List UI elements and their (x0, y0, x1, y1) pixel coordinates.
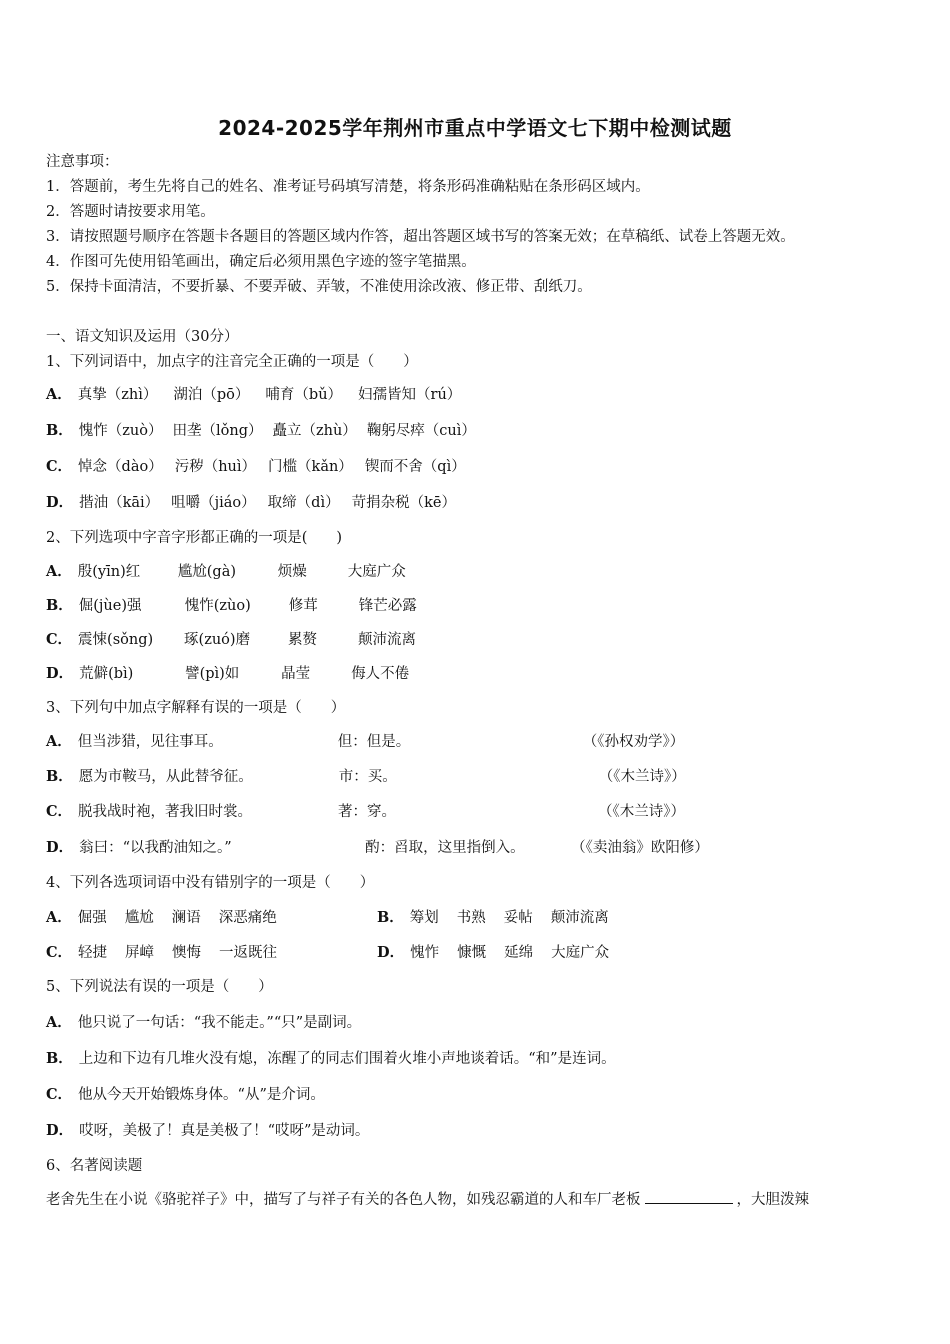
q2-stem: 2、下列选项中字音字形都正确的一项是( ) (46, 530, 343, 546)
option-label: A． (46, 909, 72, 926)
option-word: 真挚（zhì） (77, 387, 158, 403)
option-word: 妇孺皆知（rú） (358, 387, 462, 403)
option-word: 愧怍（zuò） (78, 423, 163, 439)
q2-option-c (46, 630, 416, 650)
option-label: B． (46, 1050, 73, 1067)
section-heading: 一、语文知识及运用（30分） (46, 329, 239, 345)
option-word: 累赘 (288, 632, 318, 648)
option-word: 锲而不舍（qì） (364, 459, 466, 475)
option-word: 屏嶂 (125, 945, 155, 961)
notice-item-3: 3．请按照题号顺序在答题卡各题目的答题区域内作答，超出答题区域书写的答案无效；在草稿纸、试卷上答题无效。 (46, 229, 795, 245)
option-label: B． (46, 768, 73, 785)
q2-option-b (46, 596, 417, 616)
option-word: 愧怍 (410, 945, 440, 961)
option-explanation: 市：买。 (338, 769, 397, 785)
option-word: 延绵 (504, 945, 534, 961)
q4-row-cd (46, 943, 609, 963)
option-word: 湖泊（pō） (173, 387, 250, 403)
option-word: 尴尬 (124, 910, 154, 926)
notice-item-4: 4．作图可先使用铅笔画出，确定后必须用黑色字迹的签字笔描黑。 (46, 254, 476, 270)
q6-text (46, 1189, 809, 1210)
q1-stem: 1、下列词语中，加点字的注音完全正确的一项是（ ） (46, 354, 418, 370)
q3-option-d (46, 838, 709, 858)
q1-option-c (46, 457, 466, 477)
q3-option-a (46, 732, 684, 752)
option-sentence: 上边和下边有几堆火没有熄，冻醒了的同志们围着火堆小声地谈着话。“和”是连词。 (78, 1051, 616, 1067)
option-label: C． (46, 458, 73, 475)
option-explanation: 酌：舀取，这里指倒入。 (365, 840, 525, 856)
option-word: 取缔（dì） (267, 495, 340, 511)
option-word: 门槛（kǎn） (268, 459, 353, 475)
q2-option-a (46, 562, 406, 582)
option-sentence: 他只说了一句话：“我不能走。”“只”是副词。 (77, 1015, 362, 1031)
option-word: 荒僻(bì) (79, 666, 134, 682)
option-source: （《木兰诗》） (598, 804, 686, 820)
option-label: C． (46, 631, 73, 648)
option-sentence: 愿为市鞍马，从此替爷征。 (78, 769, 253, 785)
notice-item-1: 1．答题前，考生先将自己的姓名、准考证号码填写清楚，将条形码准确粘贴在条形码区域内。 (46, 179, 650, 195)
option-word: 大庭广众 (347, 564, 406, 580)
option-label: B． (377, 909, 404, 926)
option-label: C． (46, 944, 73, 961)
option-label: B． (46, 422, 73, 439)
option-source: （《孙权劝学》） (582, 734, 685, 750)
answer-blank[interactable] (645, 1189, 733, 1204)
option-word: 侮人不倦 (351, 666, 410, 682)
option-label: C． (46, 803, 73, 820)
q5-option-b (46, 1049, 616, 1069)
option-word: 揩油（kāi） (79, 495, 160, 511)
q5-option-c (46, 1085, 325, 1105)
option-word: 哺育（bǔ） (265, 387, 343, 403)
option-word: 愧怍(zùo) (184, 598, 251, 614)
option-sentence: 翁曰：“以我酌油知之。” (79, 840, 232, 856)
option-word: 妥帖 (503, 910, 533, 926)
q5-stem: 5、下列说法有误的一项是（ ） (46, 979, 273, 995)
q1-option-a (46, 385, 461, 405)
option-word: 鞠躬尽瘁（cuì） (366, 423, 476, 439)
option-label: D． (46, 1122, 74, 1139)
q1-option-b (46, 421, 476, 441)
option-word: 懊悔 (172, 945, 202, 961)
q3-option-b (46, 767, 686, 787)
option-label: A． (46, 563, 72, 580)
option-word: 譬(pì)如 (185, 666, 240, 682)
q5-option-d (46, 1121, 369, 1141)
q6-text-after: ，大胆泼辣 (736, 1192, 809, 1208)
option-word: 修茸 (288, 598, 318, 614)
option-word: 轻捷 (78, 945, 108, 961)
q2-option-d (46, 664, 409, 684)
option-word: 澜语 (171, 910, 201, 926)
option-label: D． (46, 839, 74, 856)
q3-stem: 3、下列句中加点字解释有误的一项是（ ） (46, 700, 346, 716)
q6-text-before: 老舍先生在小说《骆驼祥子》中，描写了与祥子有关的各色人物，如残忍霸道的人和车厂老板 (46, 1192, 641, 1208)
q5-option-a (46, 1013, 361, 1033)
option-label: D． (46, 665, 74, 682)
q3-option-c (46, 802, 685, 822)
option-word: 咀嚼（jiáo） (171, 495, 256, 511)
q1-option-d (46, 493, 456, 513)
option-word: 矗立（zhù） (272, 423, 357, 439)
option-word: 倔强 (77, 910, 107, 926)
notice-item-5: 5．保持卡面清洁，不要折暴、不要弄破、弄皱，不准使用涂改液、修正带、刮纸刀。 (46, 279, 592, 295)
option-sentence: 脱我战时袍，著我旧时裳。 (78, 804, 253, 820)
option-label: C． (46, 1086, 73, 1103)
option-word: 倔(jùe)强 (78, 598, 142, 614)
option-word: 锋芒必露 (358, 598, 417, 614)
option-word: 尴尬(gà) (177, 564, 237, 580)
option-explanation: 著：穿。 (338, 804, 397, 820)
option-word: 慷慨 (457, 945, 487, 961)
option-word: 书熟 (456, 910, 486, 926)
option-source: （《木兰诗》） (598, 769, 686, 785)
option-label: A． (46, 1014, 72, 1031)
option-word: 深恶痛绝 (218, 910, 277, 926)
option-word: 悼念（dào） (78, 459, 163, 475)
page-title: 2024-2025学年荆州市重点中学语文七下期中检测试题 (218, 116, 732, 140)
q4-stem: 4、下列各选项词语中没有错别字的一项是（ ） (46, 875, 375, 891)
q4-row-ab (46, 908, 609, 928)
option-word: 琢(zuó)磨 (184, 632, 251, 648)
option-word: 颠沛流离 (550, 910, 609, 926)
option-word: 污秽（huì） (174, 459, 257, 475)
option-sentence: 哎呀，美极了！真是美极了！“哎呀”是动词。 (79, 1123, 370, 1139)
option-explanation: 但：但是。 (337, 734, 411, 750)
option-word: 大庭广众 (551, 945, 610, 961)
option-word: 烦燥 (277, 564, 307, 580)
option-word: 颠沛流离 (358, 632, 417, 648)
option-word: 苛捐杂税（kē） (351, 495, 456, 511)
option-source: （《卖油翁》欧阳修） (571, 840, 709, 856)
option-sentence: 他从今天开始锻炼身体。“从”是介词。 (78, 1087, 325, 1103)
option-word: 震悚(sǒng) (78, 632, 154, 648)
option-label: A． (46, 386, 72, 403)
notice-heading: 注意事项： (46, 154, 119, 170)
option-label: D． (46, 494, 74, 511)
option-word: 筹划 (409, 910, 439, 926)
option-label: A． (46, 733, 72, 750)
option-word: 殷(yīn)红 (77, 564, 141, 580)
q6-stem: 6、名著阅读题 (46, 1158, 143, 1174)
option-sentence: 但当涉猎，见往事耳。 (77, 734, 223, 750)
option-word: 晶莹 (281, 666, 311, 682)
option-label: D． (377, 944, 405, 961)
option-label: B． (46, 597, 73, 614)
option-word: 田垄（lǒng） (172, 423, 263, 439)
notice-item-2: 2．答题时请按要求用笔。 (46, 204, 215, 220)
option-word: 一返既往 (219, 945, 278, 961)
